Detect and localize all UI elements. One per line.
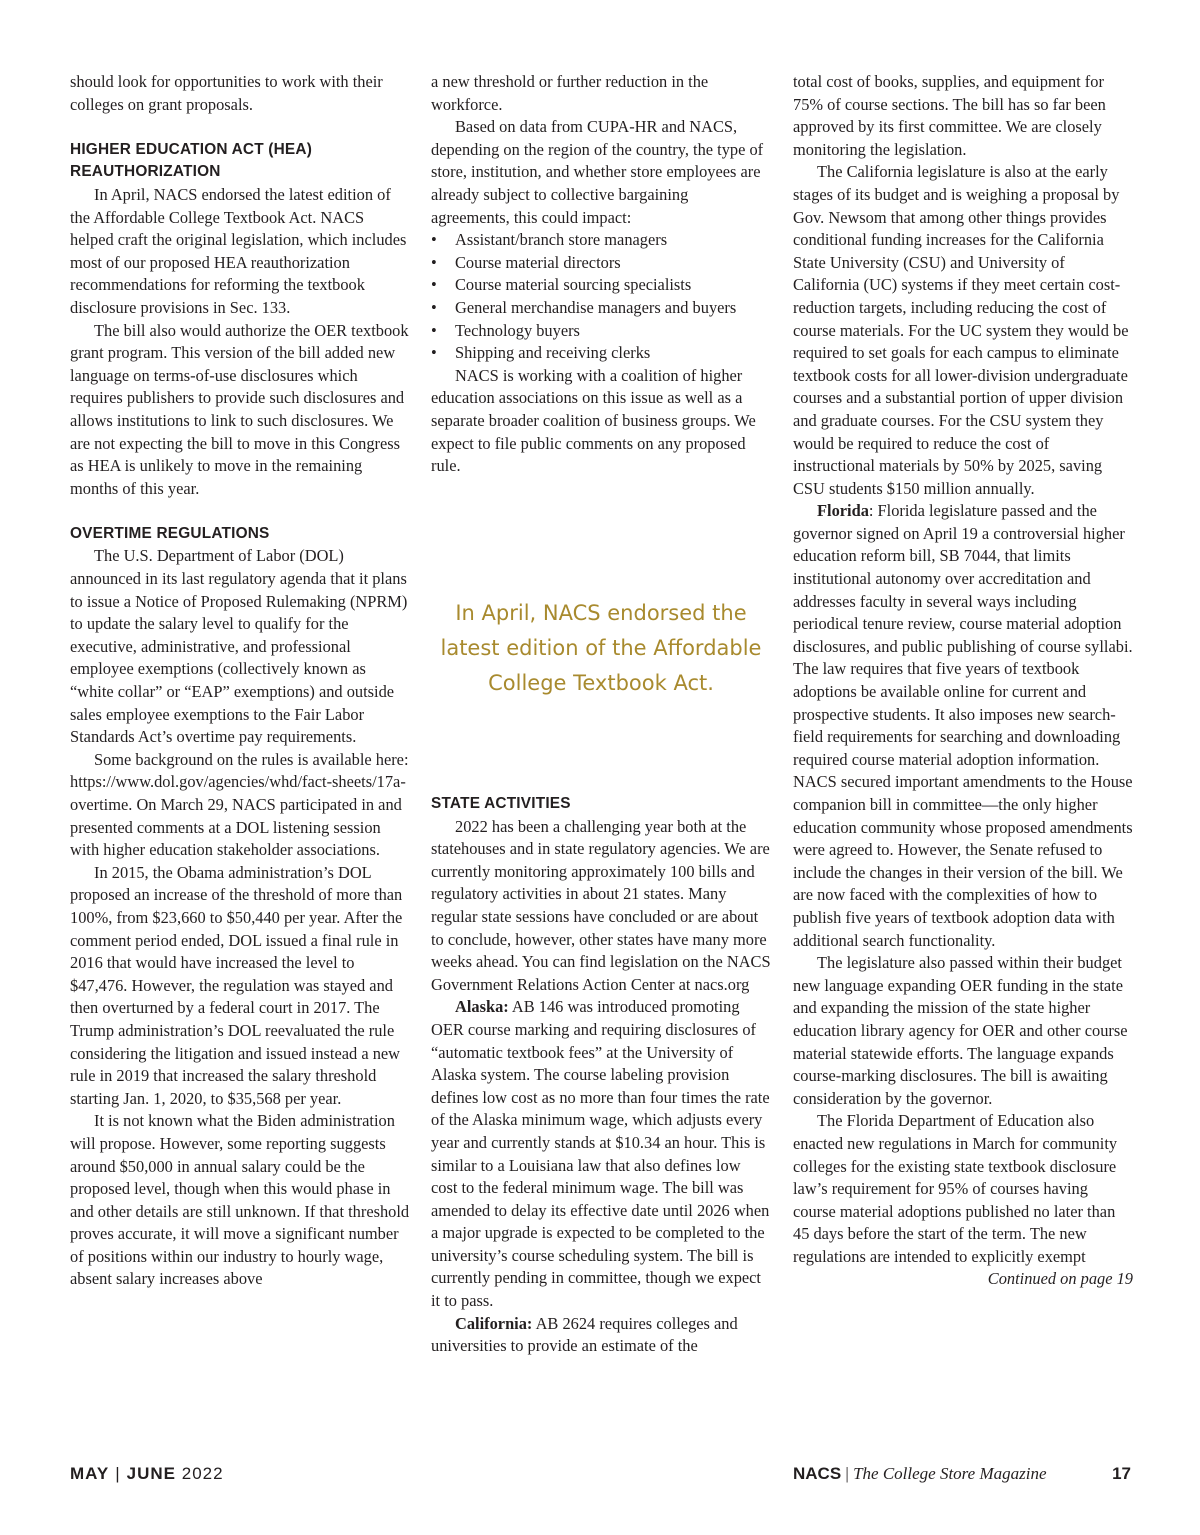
column-left bbox=[70, 71, 410, 1291]
publisher-name: NACS bbox=[793, 1464, 842, 1483]
state-lead: California: bbox=[455, 1313, 533, 1333]
paragraph-alaska bbox=[431, 996, 771, 1312]
magazine-title: The College Store Magazine bbox=[853, 1464, 1047, 1483]
column-middle bbox=[431, 71, 771, 478]
separator: | bbox=[845, 1464, 849, 1483]
column-right bbox=[793, 71, 1133, 1291]
paragraph-text: : Florida legislature passed and the governor signed on April 19 a controversial higher education reform bill, SB 7044, that limits institutional autonomy over accreditation and addresses faculty in several ways including periodical tenure review, course material adoption disclosures, and public publishing of course syllabi. The law requires that five years of textbook adoptions be available online for current and prospective students. It also imposes new search-field requirements for searching and downloading required course material adoption information. NACS secured important amendments to the House companion bill in committee—the only higher education community whose proposed amendments were agreed to. However, the Senate refused to include the changes in their version of the bill. We are now faced with the complexities of how to publish five years of textbook adoption data with additional search functionality. bbox=[793, 501, 1133, 950]
continued-on-link[interactable]: Continued on page 19 bbox=[987, 1269, 1133, 1289]
section-heading-state: STATE ACTIVITIES bbox=[431, 795, 571, 812]
paragraph-text: AB 2624 requires colleges and universities to provide an estimate of the bbox=[431, 1313, 738, 1356]
issue-month: JUNE bbox=[126, 1464, 176, 1483]
paragraph: In April, NACS endorsed the latest edition of the Affordable College Textbook Act. NACS helped craft the original legislation, which includes most of our proposed HEA reauthorization recommendations for reforming the textbook disclosure provisions in Sec. 133. bbox=[70, 184, 407, 317]
paragraph: In 2015, the Obama administration’s DOL proposed an increase of the threshold of more than 100%, from $23,660 to $50,440 per year. After the comment period ended, DOL issued a final rule in 2016 that would have increased the level to $47,476. However, the regulation was stayed and then overturned by a federal court in 2017. The Trump administration’s DOL reevaluated the rule considering the litigation and issued instead a new rule in 2019 that increased the salary threshold starting Jan. 1, 2020, to $35,568 per year. bbox=[70, 862, 403, 1108]
paragraph: The bill also would authorize the OER textbook grant program. This version of the bill added new language on terms-of-use disclosures which requires publishers to provide such disclosures and allows institutions to link to such disclosures. We are not expecting the bill to move in this Congress as HEA is unlikely to move in the remaining months of this year. bbox=[70, 320, 409, 498]
paragraph-florida bbox=[793, 500, 1133, 952]
page-number: 17 bbox=[1112, 1464, 1131, 1483]
list-item: • Assistant/branch store managers bbox=[431, 229, 771, 252]
impact-list bbox=[431, 229, 771, 365]
state-lead: Florida bbox=[817, 501, 869, 521]
column-middle-lower bbox=[431, 793, 771, 1358]
paragraph: Based on data from CUPA-HR and NACS, depending on the region of the country, the type of store, institution, and whether store employees are already subject to collective bargaining agreements, this could impact: bbox=[431, 117, 764, 227]
paragraph: total cost of books, supplies, and equipment for 75% of course sections. The bill has so far been approved by its first committee. We are closely monitoring the legislation. bbox=[793, 72, 1106, 159]
paragraph-text: AB 146 was introduced promoting OER course marking and requiring disclosures of “automatic textbook fees” at the University of Alaska system. The course labeling provision defines low cost as no more than four times the rate of the Alaska minimum wage, which adjusts every year and currently stands at $10.34 an hour. This is similar to a Louisiana law that also defines low cost to the federal minimum wage. The bill was amended to delay its effective date until 2026 when a major upgrade is expected to be completed to the university’s course scheduling system. The bill is currently pending in committee, though we expect it to pass. bbox=[431, 997, 770, 1311]
separator: | bbox=[115, 1464, 121, 1483]
list-item: • Course material sourcing specialists bbox=[431, 274, 771, 297]
running-footer bbox=[793, 1464, 1131, 1484]
paragraph: The California legislature is also at the early stages of its budget and is weighing a proposal by Gov. Newsom that among other things provides conditional funding increases for the California State University (CSU) and University of California (UC) systems if they meet certain cost-reduction targets, including reducing the cost of course materials. For the UC system they would be required to set goals for each campus to eliminate textbook costs for all lower-division undergraduate courses and a substantial portion of upper division and graduate courses. For the CSU system they would be required to reduce the cost of instructional materials by 50% by 2025, saving CSU students $150 million annually. bbox=[793, 162, 1129, 498]
issue-month: MAY bbox=[70, 1464, 110, 1483]
issue-date bbox=[70, 1464, 224, 1484]
pull-quote: In April, NACS endorsed the latest edition of the Affordable College Textbook Act. bbox=[440, 601, 762, 695]
paragraph-california bbox=[431, 1313, 771, 1358]
paragraph: It is not known what the Biden administration will propose. However, some reporting suggests around $50,000 in annual salary could be the proposed level, though when this would phase in and other details are still unknown. If that threshold proves accurate, it will move a significant number of positions within our industry to hourly wage, absent salary increases above bbox=[70, 1111, 410, 1289]
paragraph: 2022 has been a challenging year both at the statehouses and in state regulatory agencies. We are currently monitoring approximately 100 bills and regulatory activities in about 21 states. Many regular state sessions have concluded or are about to conclude, however, other states have many more weeks ahead. You can find legislation on the NACS Government Relations Action Center at nacs.org bbox=[431, 816, 771, 994]
paragraph: The Florida Department of Education also enacted new regulations in March for community colleges for the existing state textbook disclosure law’s requirement for 95% of courses having course material adoptions published no later than 45 days before the start of the term. The new regulations are intended to explicitly exempt bbox=[793, 1111, 1118, 1266]
list-item: • General merchandise managers and buyers bbox=[431, 297, 771, 320]
paragraph: Some background on the rules is available here: https://www.dol.gov/agencies/whd/fact-sheets/17a-overtime. On March 29, NACS participated in and presented comments at a DOL listening session with higher education stakeholder associations. bbox=[70, 749, 409, 860]
list-item: • Shipping and receiving clerks bbox=[431, 342, 771, 365]
section-heading-overtime: OVERTIME REGULATIONS bbox=[70, 524, 270, 542]
paragraph: a new threshold or further reduction in the workforce. bbox=[431, 72, 709, 114]
paragraph: NACS is working with a coalition of higher education associations on this issue as well as a separate broader coalition of business groups. We expect to file public comments on any proposed rule. bbox=[431, 365, 756, 476]
issue-year: 2022 bbox=[181, 1464, 224, 1483]
state-lead: Alaska: bbox=[455, 997, 509, 1017]
paragraph: should look for opportunities to work with their colleges on grant proposals. bbox=[70, 72, 383, 114]
list-item: • Technology buyers bbox=[431, 320, 771, 343]
paragraph: The U.S. Department of Labor (DOL) announced in its last regulatory agenda that it plans to issue a Notice of Proposed Rulemaking (NPRM) to update the salary level to qualify for the executive, administrative, and professional employee exemptions (collectively known as “white collar” or “EAP” exemptions) and outside sales employee exemptions to the Fair Labor Standards Act’s overtime pay requirements. bbox=[70, 546, 408, 747]
section-heading-hea: HIGHER EDUCATION ACT (HEA) REAUTHORIZATION bbox=[70, 140, 313, 181]
paragraph: The legislature also passed within their budget new language expanding OER funding in the state and expanding the mission of the state higher education library agency for OER and other course material statewide efforts. The language expands course-marking disclosures. The bill is awaiting consideration by the governor. bbox=[793, 953, 1128, 1108]
list-item: • Course material directors bbox=[431, 252, 771, 275]
